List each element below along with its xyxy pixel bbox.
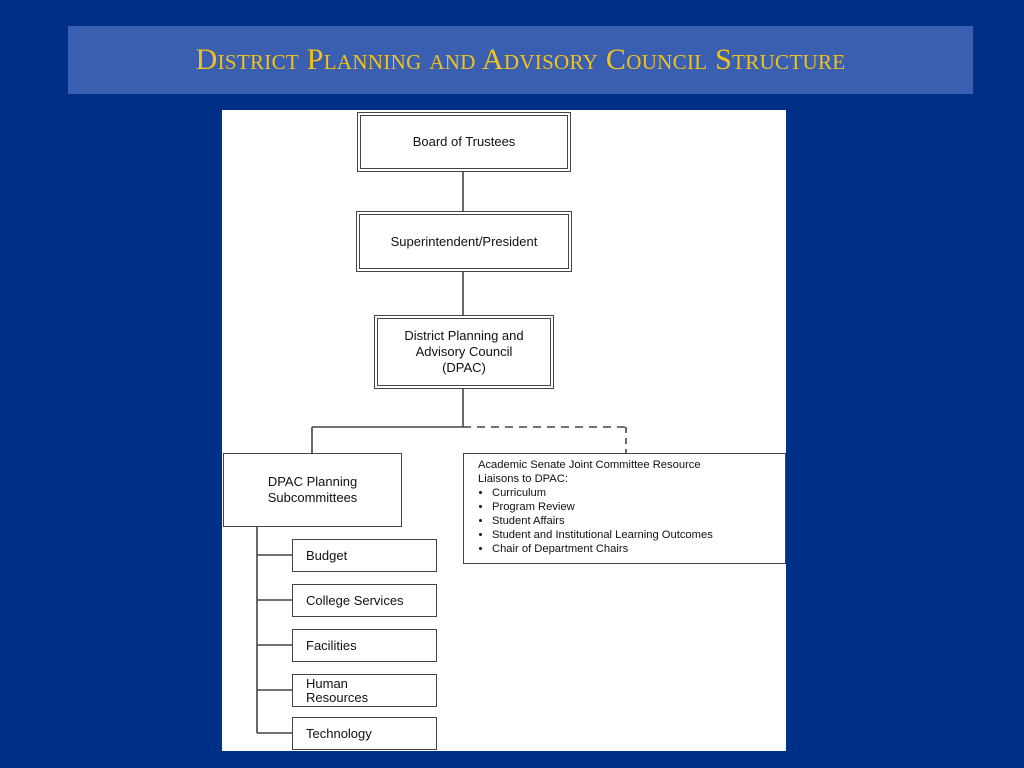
subcommittee-budget-label: Budget (306, 547, 348, 563)
board-of-trustees-box (357, 112, 571, 172)
superintendent-label: Superintendent/President (390, 233, 538, 249)
dpac-label: District Planning and Advisory Council (DPAC) (404, 328, 524, 375)
planning-subcommittees-label: DPAC Planning Subcommittees (267, 474, 358, 505)
org-chart-panel (222, 110, 786, 751)
liaisons-list (478, 486, 777, 556)
subcommittee-college-services-label: College Services (306, 592, 404, 608)
liaison-item-student-affairs: • Student Affairs (492, 514, 777, 528)
liaison-item-program-review: • Program Review (492, 500, 777, 514)
slide-title: District Planning and Advisory Council Structure (195, 43, 846, 76)
subcommittee-human-resources-label: Human Resources (306, 675, 369, 705)
liaison-item-curriculum: • Curriculum (492, 486, 777, 500)
liaison-item-learning-outcomes: • Student and Institutional Learning Outcomes (492, 528, 777, 542)
subcommittee-college-services-box (292, 584, 437, 617)
dpac-box (374, 315, 554, 389)
subcommittee-facilities-label: Facilities (306, 637, 357, 653)
liaison-item-chair-of-chairs: • Chair of Department Chairs (492, 542, 777, 556)
board-of-trustees-label: Board of Trustees (412, 134, 516, 149)
liaisons-box (463, 453, 786, 564)
subcommittee-budget-box (292, 539, 437, 572)
subcommittee-technology-label: Technology (306, 725, 372, 741)
superintendent-box (356, 211, 572, 272)
planning-subcommittees-box (223, 453, 402, 527)
subcommittee-facilities-box (292, 629, 437, 662)
subcommittee-technology-box (292, 717, 437, 750)
liaisons-heading: Academic Senate Joint Committee Resource Liaisons to DPAC: (478, 459, 701, 485)
title-bar (68, 26, 973, 94)
subcommittee-human-resources-box (292, 674, 437, 707)
